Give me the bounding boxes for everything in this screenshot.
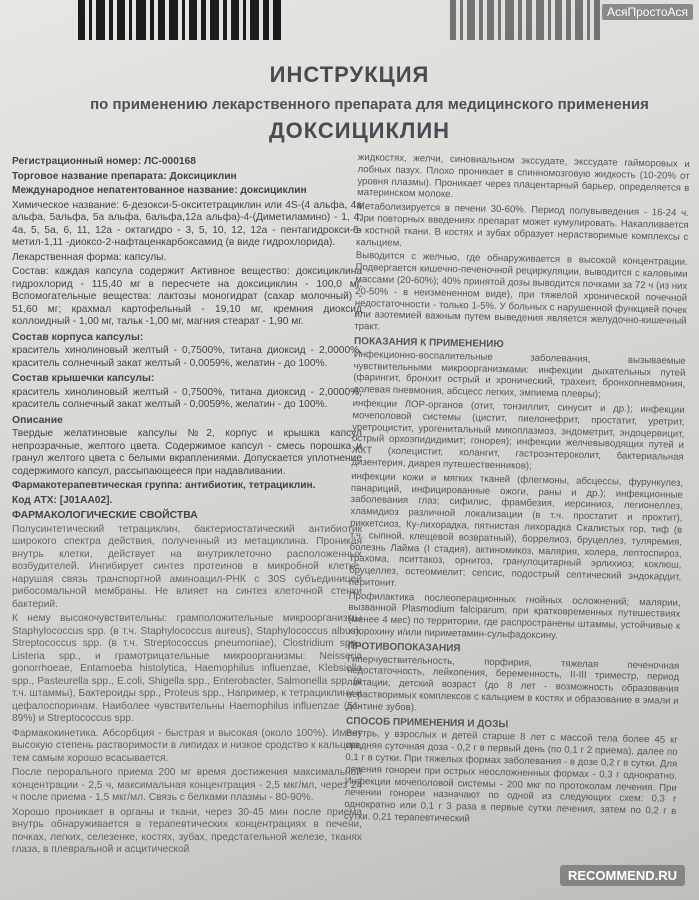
- pharm-group: Фармакотерапевтическая группа: антибиотик, тетрациклин.: [12, 480, 316, 491]
- inn-name: Международное непатентованное название: доксициклин: [12, 185, 307, 196]
- composition: Состав: каждая капсула содержит Активное вещество: доксициклина гидрохлорид - 115,40 мг в пересчете на доксициклин - 100,0 мг. Вспомогательные вещества: лактозы моногидрат (сахар молочный) - 51,60 мг; крахмал картофельный - 19,10 мг, кремния диоксид коллоидный - 1,00 мг, тальк -1,00 мг, магния стеарат - 1,90 мг.: [12, 266, 362, 327]
- dosage-form: Лекарственная форма: капсулы.: [12, 251, 167, 263]
- pharm-text-1: Полусинтетический тетрациклин, бактериостатический антибиотик широкого спектра действия, полученный из метациклина. Проникая внутрь клетки, действует на внутриклеточно расположенных возбудителей. Ингибирует синтез протеинов в микробной клетке, нарушая связь транспортной аминоацил-РНК с 30S субъединицей рибосомальной мембраны. Не влияет на синтез клеточной стенки бактерий.: [12, 523, 362, 610]
- capsule-cap: краситель хинолиновый желтый - 0,7500%, титана диоксид - 2,0000%, краситель солнечный закат желтый - 0,0059%, желатин - до 100%.: [12, 386, 362, 410]
- indications-1: Инфекционно-воспалительные заболевания, вызываемые чувствительными микроорганизмами: инфекции дыхательных путей (фарингит, бронхит острый и хронический, трахеит, бронхопневмония, долевая пневмония, абсцесс легких, эмпиема плевры);: [352, 348, 686, 401]
- chemical-name: Химическое название: 6-дезокси-5-окситетрациклин или 4S-(4 альфа, 4а альфа, 5альфа, 5а альфа, 6альфа,12а альфа)-4-(Диметиламино) - 1, 4, 4а, 5, 5а, 6, 11, 12а - октагидро - 3, 5, 10, 12, 12а - пентагидрокси-6-метил-1,11 -диоксо-2-нафтаценкарбоксамид (в виде гидрохлорида).: [12, 199, 362, 248]
- contraindications: Гиперчувствительность, порфирия, тяжелая печеночная недостаточность, лейкопения, беременность, II-III триместр, период лактации, детский возраст (до 8 лет - возможность образования нерастворимых комплексов с кальцием в костях и образование в эмали и дентине зубов).: [346, 653, 680, 714]
- pharm-text-3: Фармакокинетика. Абсорбция - быстрая и высокая (около 100%). Имеет высокую степень растворимости в липидах и низкое сродство к кальцию, тем самым хорошо всасывается.: [12, 727, 362, 764]
- pharm-text-2: К нему высокочувствительны: грамположительные микроорганизмы Staphylococcus spp. (в т.ч. Staphylococcus aureus), Staphylococcus albus), Streptococcus spp. (в т.ч. Streptococcus pneumoniae), Clostridium spp., Listeria spp., и грамотрицательные микроорганизмы: Neisseria gonorrhoeae, Entamoeba histolytica, Haemophilus influenzae, Klebsiella spp., Pasteurella spp., E.coli, Shigella spp., Enterobacter, Salmonella spp. (в т.ч. штаммы), Бактероиды spp., Proteus spp., Например, к тетрациклину и цефалоспоринам. Наиболее чувствительны Haemophilus influenzae (51-89%) и Streptococcus spp.: [12, 613, 362, 724]
- description-heading: Описание: [12, 414, 63, 426]
- dosage-heading: СПОСОБ ПРИМЕНЕНИЯ И ДОЗЫ: [345, 715, 509, 730]
- atc-code: Код АТХ: [J01AA02].: [12, 494, 113, 506]
- metabolism-text: Метаболизируется в печени 30-60%. Период полувыведения - 16-24 ч. При повторных введениях препарат может кумулировать. Накапливается в костной ткани. В костях и зубах образует нерастворимые комплексы с кальцием.: [355, 201, 689, 249]
- pharm-text-5: Хорошо проникает в органы и ткани, через 30-45 мин после приема внутрь обнаруживается в терапевтических концентрациях в печени, почках, легких, селезенке, костях, зубах, предстательной железе, тканях глаза, в плевральной и асцитической: [12, 806, 362, 855]
- trade-name: Торговое название препарата: Доксициклин: [12, 170, 237, 182]
- watermark-site: RECOMMEND.RU: [560, 865, 685, 886]
- indications-4: Профилактика послеоперационных гнойных осложнений; малярии, вызванной Plasmodium falciparum, при кратковременных путешествиях (менее 4 мес) по территории, где распространены штаммы, устойчивые к хлорохину и/или пириметамин-сульфадоксину.: [347, 590, 681, 642]
- description: Твердые желатиновые капсулы №2, корпус и крышка капсул непрозрачные, желтого цвета. Содержимое капсул - смесь порошка и гранул желтого цвета с белыми вкраплениями. Допускается уплотнение содержимого капсул, рассыпающееся при надавливании.: [12, 428, 362, 477]
- distribution-text: жидкостях, желчи, синовиальном экссудате, экссудате гайморовых и лобных пазух. Плохо проникает в спинномозговую жидкость (10-20% от уровня плазмы). Проникает через плацентарный барьер, определяется в материнском молоке.: [357, 152, 690, 201]
- capsule-body-heading: Состав корпуса капсулы:: [12, 331, 144, 343]
- excretion-text: Выводится с желчью, где обнаруживается в высокой концентрации. Подвергается кишечно-печеночной рециркуляции, выводится с каловыми массами (20-60%); 40% принятой дозы выводится почками за 72 ч (из них 20-50% - в неизмененном виде), при тяжелой хронической почечной недостаточности - только 1-5%. У больных с нарушенной функцией почек или азотемией важным путем выведения является желудочно-кишечный тракт.: [354, 250, 688, 333]
- barcode-right: [450, 0, 600, 40]
- pharm-text-4: После перорального приема 200 мг время достижения максимальной концентрации - 2,5 ч, максимальная концентрация - 2,5 мкг/мл, через 24 ч после приема - 1,5 мкг/мл. Связь с белками плазмы - 80-90%.: [12, 767, 362, 803]
- indications-heading: ПОКАЗАНИЯ К ПРИМЕНЕНИЮ: [353, 335, 504, 351]
- pharm-heading: ФАРМАКОЛОГИЧЕСКИЕ СВОЙСТВА: [12, 510, 198, 521]
- dosage-text: Внутрь, у взрослых и детей старше 8 лет с массой тела более 45 кг средняя суточная доза - 0,2 г в первый день (по 0,1 г 2 приема), далее по 0,1 г в сутки. При тяжелых формах заболевания - в дозе 0,2 г в сутки. Для лечения гонореи при острых неосложненных формах - 0,3 г однократно. Инфекции мочеполовой системы - 200 мкг по протоколам лечения. При лечении гонореи назначают по одной из следующих схем: 0,3 г однократно или 0,1 г 3 раза в первые сутки лечения, затем по 0,2 г в сутки. 0,21 терапевтический: [343, 728, 678, 825]
- indications-3: инфекции кожи и мягких тканей (флегмоны, абсцессы, фурункулез, панариций, инфицированные ожоги, раны и др.); инфекционные заболевания глаз; сифилис, фрамбезия, иерсиниоз, легионеллез, хламидиоз различной локализации (в т.ч. простатит и проктит), риккетсиоз, Ку-лихорадка, пятнистая лихорадка Скалистых гор, тиф (в т.ч. сыпной, клещевой возвратный), боррелиоз, бруцеллез, туляремия, болезнь Лайма (I стадия), актиномикоз, малярия, холера, лептоспироз, трахома, пситтакоз, орнитоз, гранулоцитарный эрлихиоз; коклюш, бруцеллез, остеомиелит; сепсис, подострый септический эндокардит, перитонит.: [348, 470, 684, 589]
- watermark-author: АсяПростоАся: [602, 4, 693, 20]
- contraindications-heading: ПРОТИВОПОКАЗАНИЯ: [347, 640, 461, 655]
- barcode-left: [78, 0, 281, 40]
- capsule-cap-heading: Состав крышечки капсулы:: [12, 373, 155, 384]
- drug-name: ДОКСИЦИКЛИН: [268, 118, 451, 143]
- right-column: [344, 152, 690, 832]
- left-column: [12, 156, 362, 859]
- indications-2: инфекции ЛОР-органов (отит, тонзиллит, синусит и др.); инфекции мочеполовой системы (цистит, пиелонефрит, простатит, уретрит, уретроцистит, урогенитальный микоплазмоз, эндометрит, эндоцервицит, острый орхоэпидидимит; гонорея); инфекции желчевыводящих путей и ЖКТ (холецистит, холангит, гастроэнтероколит, бактериальная дизентерия, диарея путешественников);: [351, 397, 685, 472]
- doc-subtitle: по применению лекарственного препарата для медицинского применения: [90, 96, 649, 113]
- capsule-body: краситель хинолиновый желтый - 0,7500%, титана диоксид - 2,0000%, краситель солнечный закат желтый - 0,0059%, желатин - до 100%.: [12, 345, 362, 369]
- doc-title: ИНСТРУКЦИЯ: [269, 62, 430, 87]
- reg-number: Регистрационный номер: ЛС-000168: [12, 156, 196, 167]
